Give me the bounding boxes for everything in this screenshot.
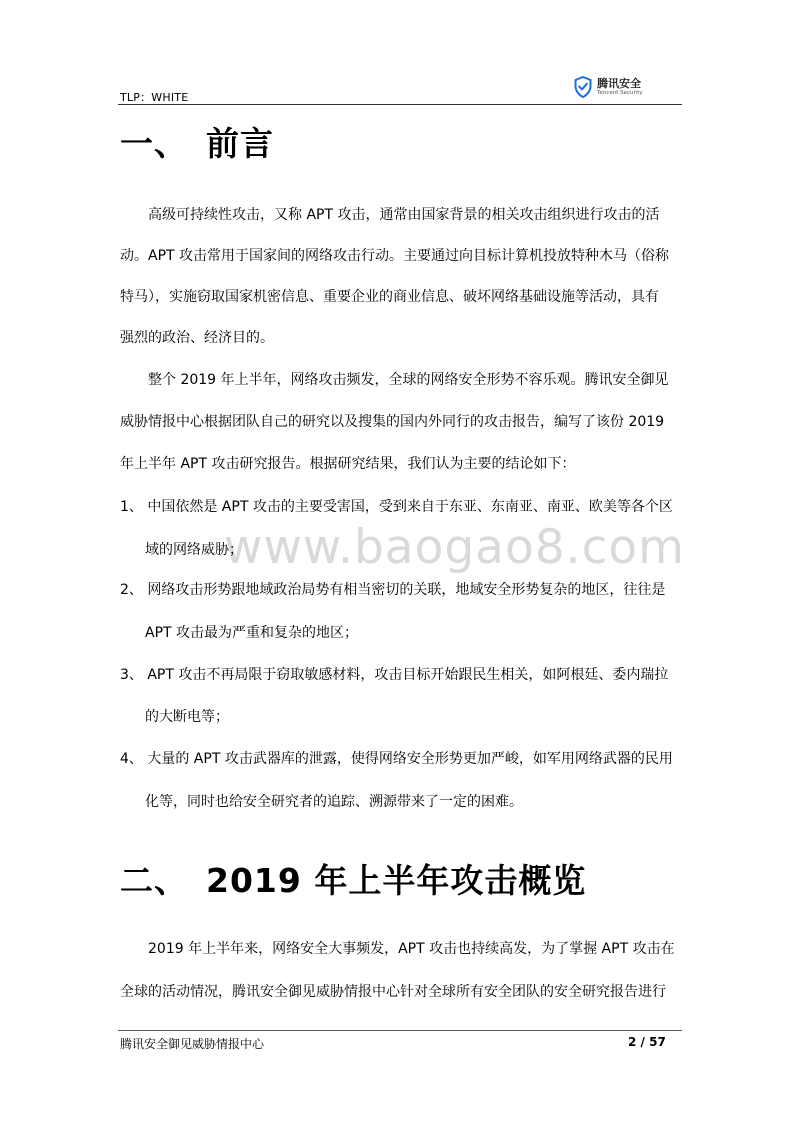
section-title: 前言 xyxy=(206,124,274,163)
summary-line: 威胁情报中心根据团队自己的研究以及搜集的国内外同行的攻击报告，编写了该份 2019 xyxy=(120,414,665,430)
intro-line: 强烈的政治、经济目的。 xyxy=(120,330,274,346)
footer-divider xyxy=(118,1030,682,1031)
intro-line: 动。APT 攻击常用于国家间的网络攻击行动。主要通过向目标计算机投放特种木马（俗称 xyxy=(120,248,670,264)
tlp-label: TLP：WHITE xyxy=(120,91,189,104)
header-divider xyxy=(118,104,682,105)
section-heading-preface xyxy=(120,118,274,165)
finding-1-line2: 域的网络威胁； xyxy=(145,542,243,558)
summary-line: 整个 2019 年上半年，网络攻击频发，全球的网络安全形势不容乐观。腾讯安全御见 xyxy=(148,372,669,388)
logo-cn-text: 腾讯安全 xyxy=(597,76,641,90)
page-number: 2 / 57 xyxy=(628,1035,666,1049)
finding-4-line2: 化等，同时也给安全研究者的追踪、溯源带来了一定的困难。 xyxy=(145,794,523,810)
finding-4-line1: 4、 大量的 APT 攻击武器库的泄露，使得网络安全形势更加严峻，如军用网络武器的民用 xyxy=(120,751,673,767)
section-heading-overview xyxy=(120,855,586,902)
overview-line: 全球的活动情况，腾讯安全御见威胁情报中心针对全球所有安全团队的安全研究报告进行 xyxy=(120,984,666,1000)
intro-line: 特马），实施窃取国家机密信息、重要企业的商业信息、破坏网络基础设施等活动，具有 xyxy=(120,289,659,305)
tencent-security-logo xyxy=(574,74,643,100)
finding-3-line2: 的大断电等； xyxy=(145,709,229,725)
section-number: 二、 xyxy=(120,861,188,900)
intro-line: 高级可持续性攻击，又称 APT 攻击，通常由国家背景的相关攻击组织进行攻击的活 xyxy=(148,207,660,223)
watermark: www.baogao8.com xyxy=(224,520,685,575)
summary-line: 年上半年 APT 攻击研究报告。根据研究结果，我们认为主要的结论如下： xyxy=(120,456,576,472)
finding-2-line2: APT 攻击最为严重和复杂的地区； xyxy=(145,625,359,641)
section-title: 2019 年上半年攻击概览 xyxy=(206,861,587,900)
footer-org: 腾讯安全御见威胁情报中心 xyxy=(120,1037,265,1051)
section-number: 一、 xyxy=(120,124,188,163)
overview-line: 2019 年上半年来，网络安全大事频发，APT 攻击也持续高发，为了掌握 APT 攻击在 xyxy=(148,941,675,957)
shield-icon xyxy=(574,76,592,98)
logo-en-text: Tencent Security xyxy=(597,89,643,96)
finding-1-line1: 1、 中国依然是 APT 攻击的主要受害国，受到来自于东亚、东南亚、南亚、欧美等各个区 xyxy=(120,499,673,515)
finding-2-line1: 2、 网络攻击形势跟地域政治局势有相当密切的关联，地域安全形势复杂的地区，往往是 xyxy=(120,582,666,598)
finding-3-line1: 3、 APT 攻击不再局限于窃取敏感材料，攻击目标开始跟民生相关，如阿根廷、委内瑞拉 xyxy=(120,667,669,683)
